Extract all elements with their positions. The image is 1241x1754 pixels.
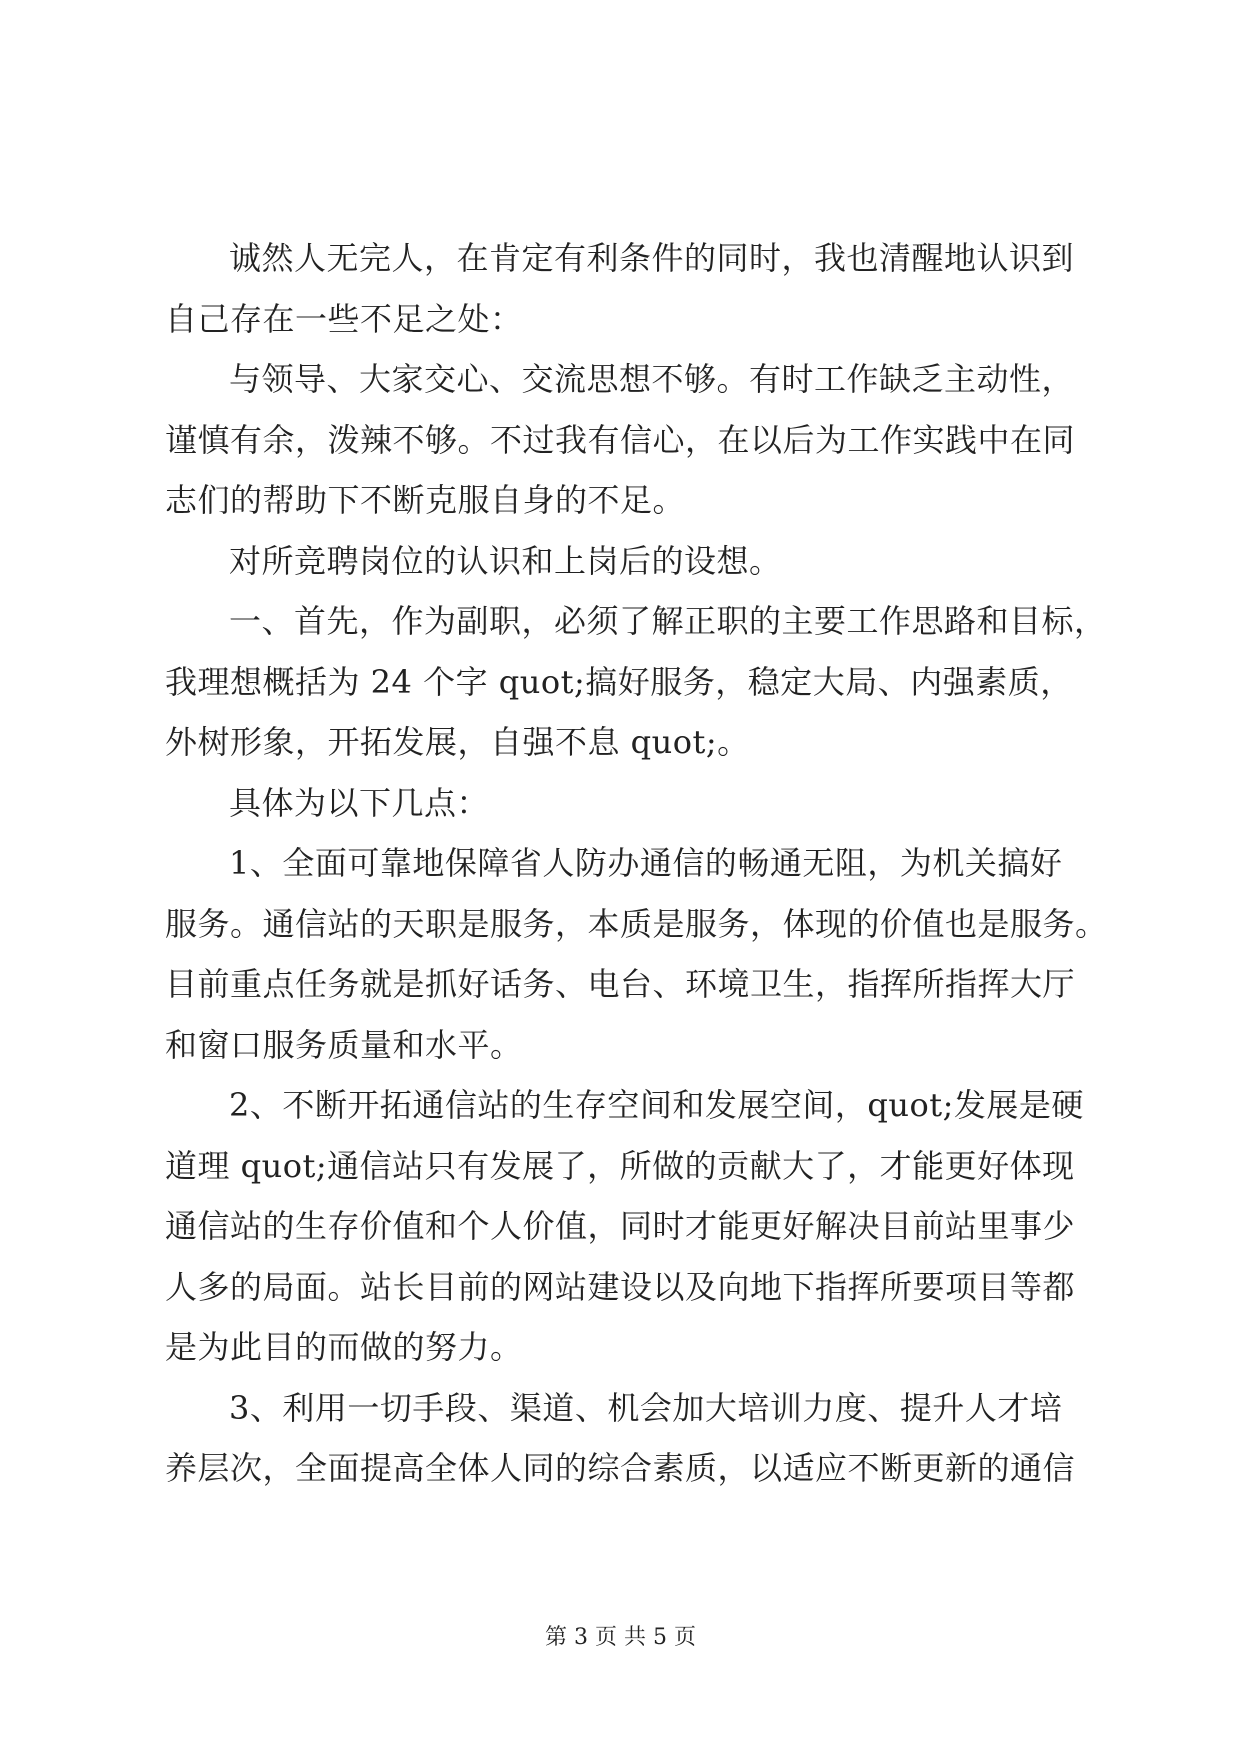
document-body — [165, 228, 1108, 1499]
page-footer: 第 3 页 共 5 页 — [545, 1625, 696, 1650]
text-line: 一、首先，作为副职，必须了解正职的主要工作思路和目标， — [229, 602, 1107, 640]
text-line: 诚然人无完人，在肯定有利条件的同时，我也清醒地认识到 — [229, 239, 1075, 277]
text-line: 2、不断开拓通信站的生存空间和发展空间，quot;发展是硬 — [229, 1086, 1084, 1124]
text-line: 道理 quot;通信站只有发展了，所做的贡献大了，才能更好体现 — [165, 1146, 1075, 1185]
text-line: 通信站的生存价值和个人价值，同时才能更好解决目前站里事少 — [165, 1207, 1076, 1245]
text-line: 我理想概括为 24 个字 quot;搞好服务，稳定大局、内强素质， — [165, 662, 1073, 701]
text-line: 和窗口服务质量和水平。 — [165, 1025, 523, 1064]
text-line: 谨慎有余，泼辣不够。不过我有信心，在以后为工作实践中在同 — [165, 420, 1076, 459]
text-line: 人多的局面。站长目前的网站建设以及向地下指挥所要项目等都 — [165, 1267, 1076, 1306]
text-line: 3、利用一切手段、渠道、机会加大培训力度、提升人才培 — [229, 1388, 1063, 1427]
text-line: 目前重点任务就是抓好话务、电台、环境卫生，指挥所指挥大厅 — [165, 965, 1076, 1003]
text-line: 养层次，全面提高全体人同的综合素质，以适应不断更新的通信 — [165, 1449, 1076, 1487]
text-line: 自己存在一些不足之处： — [165, 299, 523, 338]
text-line: 具体为以下几点： — [229, 783, 490, 822]
text-line: 志们的帮助下不断克服自身的不足。 — [165, 481, 686, 519]
text-line: 1、全面可靠地保障省人防办通信的畅通无阻，为机关搞好 — [229, 844, 1063, 882]
text-line: 是为此目的而做的努力。 — [165, 1328, 523, 1366]
text-line: 对所竞聘岗位的认识和上岗后的设想。 — [229, 541, 782, 580]
text-line: 与领导、大家交心、交流思想不够。有时工作缺乏主动性， — [229, 360, 1075, 398]
text-line: 外树形象，开拓发展，自强不息 quot;。 — [165, 723, 750, 761]
text-line: 服务。通信站的天职是服务，本质是服务，体现的价值也是服务。 — [165, 904, 1108, 943]
